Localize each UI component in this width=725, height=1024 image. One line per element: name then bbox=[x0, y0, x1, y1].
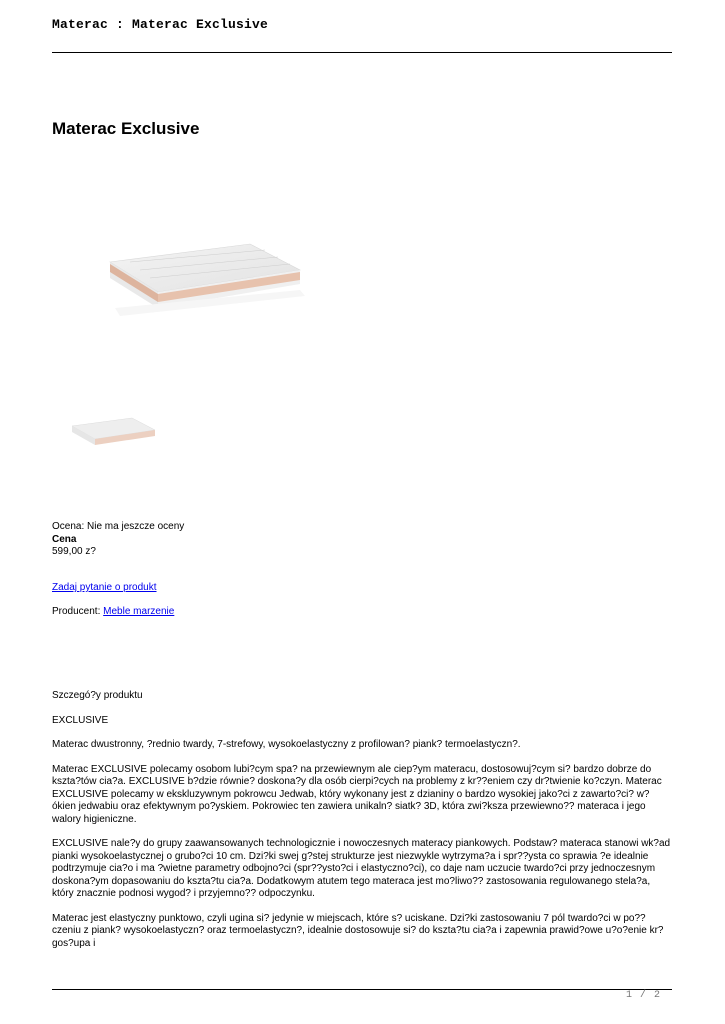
details-product-name: EXCLUSIVE bbox=[52, 714, 109, 726]
mattress-image[interactable] bbox=[100, 230, 310, 330]
product-info bbox=[52, 521, 184, 559]
footer-divider bbox=[52, 989, 672, 990]
details-heading: Szczegó?y produktu bbox=[52, 690, 143, 701]
details-paragraph: Materac dwustronny, ?rednio twardy, 7-strefowy, wysokoelastyczny z profilowan? piank? termoelastyczn?. bbox=[52, 739, 521, 750]
details-paragraph: EXCLUSIVE nale?y do grupy zaawansowanych technologicznie i nowoczesnych materacy piankowych. Podstaw? materaca stanowi wk?ad pianki wysokoelastycznej o grubo?ci 10 cm. Dzi?ki swej g?stej strukturze jest niezwykle wytrzyma?a i spr??ysta co sprawia ?e idealnie podtrzymuje cia?o i ma ?wietne parametry odbojno?ci (spr??ysto?ci i elastyczno?ci), co daje nam uczucie twardo?ci przy jednoczesnym doskona?ym dopasowaniu do kszta?tu cia?a. Dodatkowym atutem tego materaca jest mo?liwo?? zastosowania regulowanego stela?a, który znacznie podnosi wygod? i przyjemno?? odpoczynku. bbox=[52, 838, 671, 899]
producer-line bbox=[52, 606, 174, 617]
ask-question-link[interactable]: Zadaj pytanie o produkt bbox=[52, 582, 157, 593]
producer-label: Producent: bbox=[52, 606, 104, 617]
details-paragraph: Materac EXCLUSIVE polecamy osobom lubi?cym spa? na przewiewnym ale ciep?ym materacu, dostosowuj?cym si? bardzo dobrze do kszta?tów cia?a. EXCLUSIVE b?dzie równie? doskona?y dla osób cierpi?cych na problemy z kr??eniem czy dr?twienie ko?czyn. Materac EXCLUSIVE polecamy w ekskluzywnym pokrowcu Jedwab, który wykonany jest z dzianiny o bardzo wysokiej jako?ci z zawarto?ci? w?ókien jedwabiu oraz efektywnym po?yskiem. Pokrowiec ten zawiera unikaln? siatk? 3D, która zwi?ksza przewiewno?? materaca i jego walory higieniczne. bbox=[52, 763, 662, 825]
price-label: Cena bbox=[52, 533, 77, 545]
product-details bbox=[52, 690, 672, 962]
rating-text: Ocena: Nie ma jeszcze oceny bbox=[52, 521, 185, 532]
header-divider bbox=[52, 52, 672, 53]
price-value: 599,00 z? bbox=[52, 546, 96, 557]
page-number: 1 / 2 bbox=[626, 990, 662, 1001]
details-paragraph: Materac jest elastyczny punktowo, czyli ugina si? jedynie w miejscach, które s? uciskane. Dzi?ki zastosowaniu 7 pól twardo?ci w po??czeniu z piank? wysokoelastyczn? oraz termoelastyczn?, idealnie dostosowuje si? do kszta?tu cia?a i zapewnia prawid?owe u?o?enie kr?gos?upa i bbox=[52, 912, 664, 949]
page-header-title: Materac : Materac Exclusive bbox=[52, 17, 269, 32]
mattress-thumbnail[interactable] bbox=[60, 400, 165, 460]
producer-link[interactable]: Meble marzenie bbox=[103, 606, 175, 617]
product-title: Materac Exclusive bbox=[52, 119, 200, 138]
